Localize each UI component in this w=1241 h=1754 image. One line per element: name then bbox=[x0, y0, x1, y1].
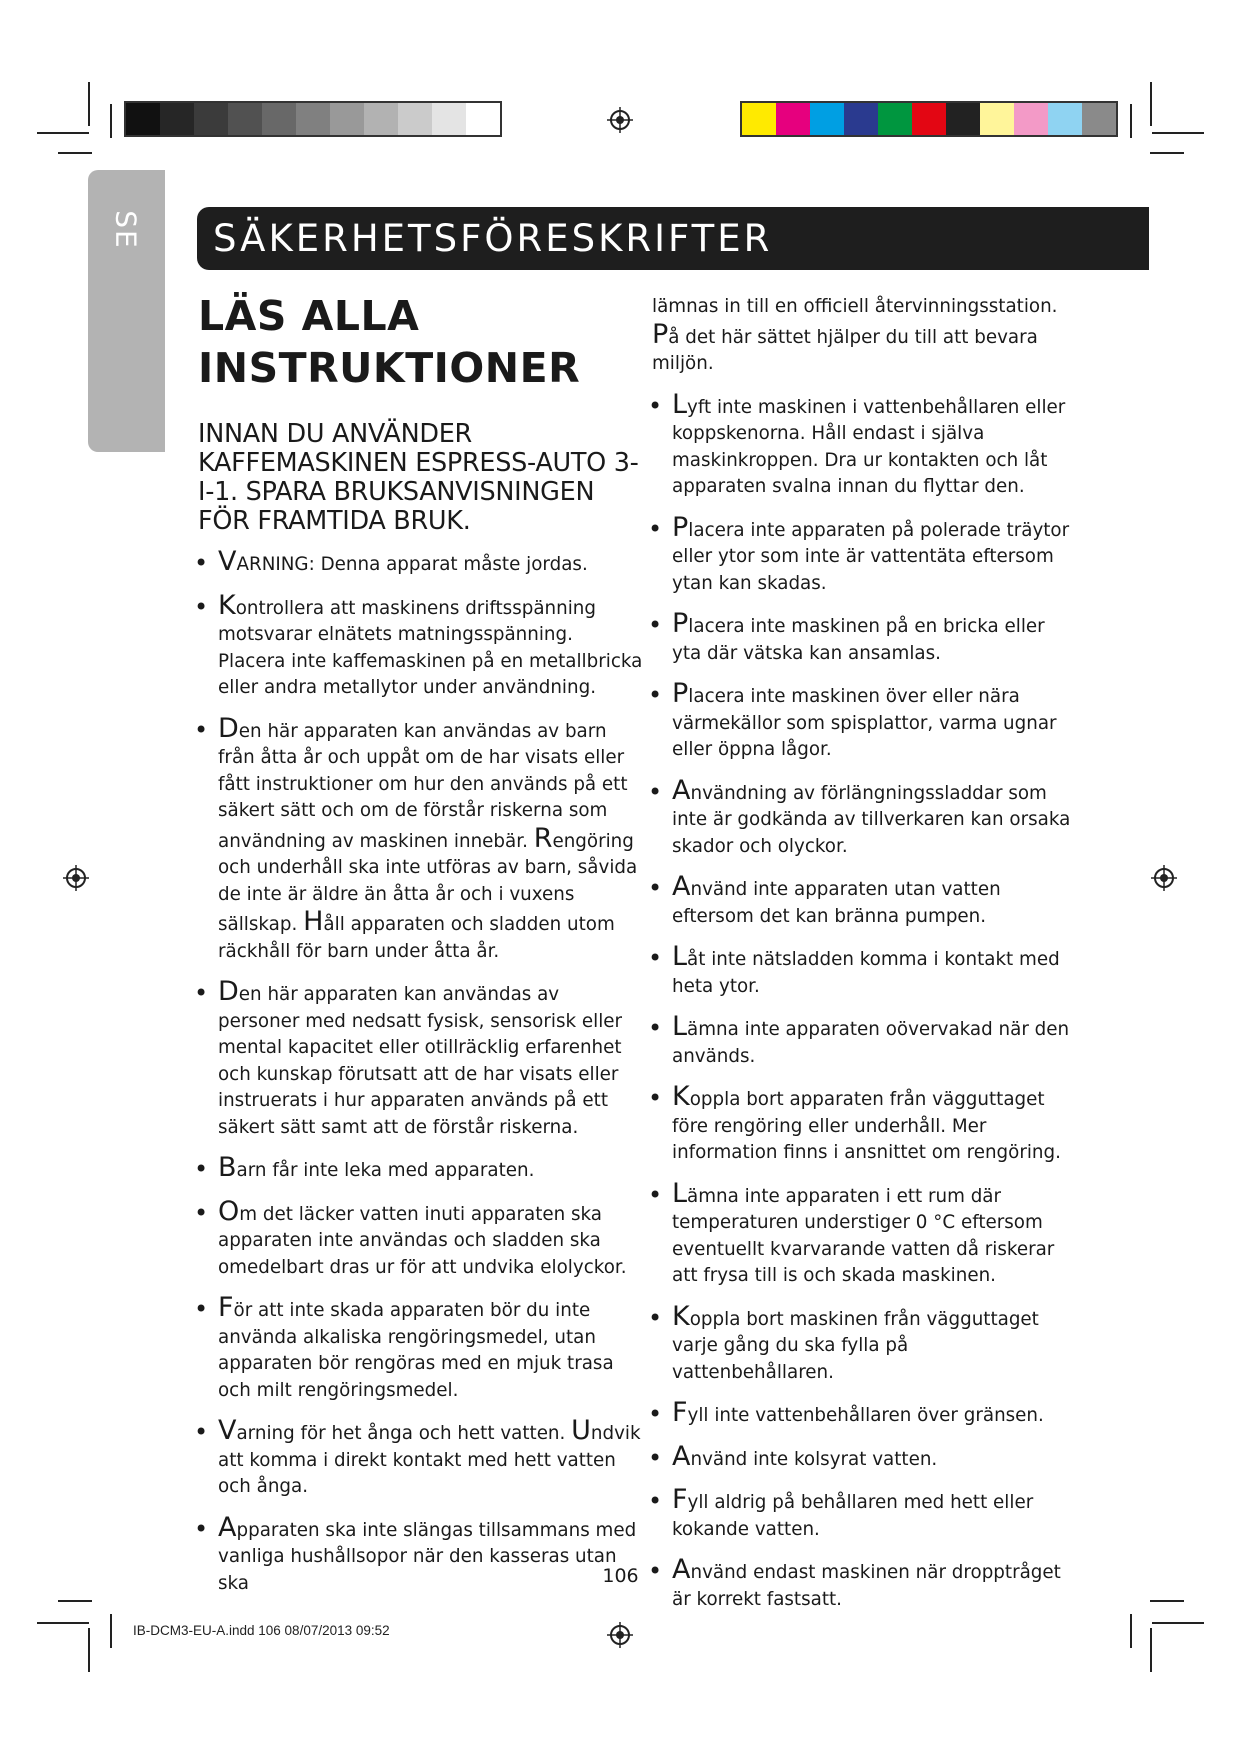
safety-item: • Placera inte apparaten på polerade träytor eller ytor som inte är vattentäta eftersom ytan kan skadas. bbox=[652, 514, 1072, 598]
language-tab-label: SE bbox=[110, 210, 143, 250]
registration-mark-icon bbox=[607, 107, 633, 133]
color-swatch bbox=[126, 103, 160, 135]
safety-item: • Lämna inte apparaten i ett rum där temperaturen understiger 0 °C eftersom eventuellt kvarvarande vatten då riskerar att frysa till is och skada maskinen. bbox=[652, 1180, 1072, 1290]
color-swatch bbox=[878, 103, 912, 135]
color-swatch bbox=[466, 103, 500, 135]
color-swatch bbox=[742, 103, 776, 135]
safety-item: • Koppla bort maskinen från vägguttaget varje gång du ska fylla på vattenbehållaren. bbox=[652, 1303, 1072, 1387]
right-column bbox=[652, 294, 1072, 1626]
safety-list-left bbox=[198, 548, 646, 1597]
crop-mark bbox=[1150, 1600, 1184, 1602]
registration-mark-icon bbox=[63, 865, 89, 891]
color-swatch bbox=[160, 103, 194, 135]
crop-mark bbox=[1150, 82, 1152, 126]
footer-file-info: IB-DCM3-EU-A.indd 106 08/07/2013 09:52 bbox=[133, 1623, 390, 1638]
safety-item: • Varning för het ånga och hett vatten. Undvik att komma i direkt kontakt med hett vatten och ånga. bbox=[198, 1417, 646, 1501]
color-swatch bbox=[228, 103, 262, 135]
color-swatch bbox=[912, 103, 946, 135]
safety-item: • Låt inte nätsladden komma i kontakt med heta ytor. bbox=[652, 943, 1072, 1000]
color-swatch bbox=[330, 103, 364, 135]
color-swatch bbox=[980, 103, 1014, 135]
color-swatch bbox=[364, 103, 398, 135]
crop-mark bbox=[110, 1614, 112, 1648]
section-title: SÄKERHETSFÖRESKRIFTER bbox=[213, 217, 773, 260]
safety-item: • Kontrollera att maskinens driftsspänning motsvarar elnätets matningsspänning. Placera inte kaffemaskinen på en metallbricka eller andra metallytor under användning. bbox=[198, 592, 646, 702]
color-swatch bbox=[1014, 103, 1048, 135]
crop-mark bbox=[58, 152, 92, 154]
section-header bbox=[197, 207, 1149, 270]
safety-item: • Använd endast maskinen när dropptråget är korrekt fastsatt. bbox=[652, 1556, 1072, 1613]
color-swatch bbox=[776, 103, 810, 135]
color-swatch bbox=[296, 103, 330, 135]
color-swatch bbox=[432, 103, 466, 135]
safety-item: • Placera inte maskinen över eller nära värmekällor som spisplattor, varma ugnar eller öppna lågor. bbox=[652, 680, 1072, 764]
registration-mark-icon bbox=[607, 1622, 633, 1648]
color-swatch bbox=[844, 103, 878, 135]
page-subtitle: INNAN DU ANVÄNDER KAFFEMASKINEN ESPRESS-AUTO 3-I-1. SPARA BRUKSANVISNINGEN FÖR FRAMTIDA BRUK. bbox=[198, 419, 639, 536]
process-color-bar bbox=[740, 101, 1118, 137]
crop-mark bbox=[58, 1600, 92, 1602]
crop-mark bbox=[1152, 1622, 1204, 1624]
color-swatch bbox=[810, 103, 844, 135]
color-swatch bbox=[1048, 103, 1082, 135]
safety-item: • Använd inte apparaten utan vatten eftersom det kan bränna pumpen. bbox=[652, 873, 1072, 930]
safety-item: • Fyll aldrig på behållaren med hett eller kokande vatten. bbox=[652, 1486, 1072, 1543]
continued-text: lämnas in till en officiell återvinningsstation. På det här sättet hjälper du till att bevara miljön. bbox=[652, 296, 1058, 374]
crop-mark bbox=[37, 132, 89, 134]
crop-mark bbox=[1150, 1628, 1152, 1672]
safety-item: • Barn får inte leka med apparaten. bbox=[198, 1154, 646, 1185]
crop-mark bbox=[1150, 152, 1184, 154]
color-swatch bbox=[194, 103, 228, 135]
grayscale-color-bar bbox=[124, 101, 502, 137]
safety-list-right bbox=[652, 388, 1072, 1614]
crop-mark bbox=[88, 82, 90, 126]
color-swatch bbox=[262, 103, 296, 135]
language-tab bbox=[88, 170, 165, 452]
crop-mark bbox=[1130, 1614, 1132, 1648]
crop-mark bbox=[1152, 132, 1204, 134]
color-swatch bbox=[1082, 103, 1116, 135]
color-swatch bbox=[946, 103, 980, 135]
safety-item: • Fyll inte vattenbehållaren över gränsen. bbox=[652, 1399, 1072, 1430]
crop-mark bbox=[88, 1628, 90, 1672]
safety-item: • Använd inte kolsyrat vatten. bbox=[652, 1443, 1072, 1474]
safety-item: • Den här apparaten kan användas av barn från åtta år och uppåt om de har visats eller fått instruktioner om hur den används på ett säkert sätt och om de förstår riskerna som användning av maskinen innebär. Rengöring och underhåll ska inte utföras av barn, såvida de inte är äldre än åtta år och i vuxens sällskap. Håll apparaten och sladden utom räckhåll för barn under åtta år. bbox=[198, 715, 646, 966]
page-title: LÄS ALLA INSTRUKTIONER bbox=[198, 292, 581, 392]
safety-item: • Koppla bort apparaten från vägguttaget före rengöring eller underhåll. Mer information finns i ansnittet om rengöring. bbox=[652, 1083, 1072, 1167]
safety-item: • Lyft inte maskinen i vattenbehållaren eller koppskenorna. Håll endast i själva maskinkroppen. Dra ur kontakten och låt apparaten svalna innan du flyttar den. bbox=[652, 391, 1072, 501]
safety-item: • Om det läcker vatten inuti apparaten ska apparaten inte användas och sladden ska omedelbart dras ur för att undvika elolyckor. bbox=[198, 1198, 646, 1282]
safety-item: • Lämna inte apparaten oövervakad när den används. bbox=[652, 1013, 1072, 1070]
color-swatch bbox=[398, 103, 432, 135]
safety-item: • VARNING: Denna apparat måste jordas. bbox=[198, 548, 646, 579]
crop-mark bbox=[110, 104, 112, 138]
safety-item: • Placera inte maskinen på en bricka eller yta där vätska kan ansamlas. bbox=[652, 610, 1072, 667]
page-number: 106 bbox=[602, 1565, 639, 1587]
crop-mark bbox=[1130, 104, 1132, 138]
safety-item: • Användning av förlängningssladdar som inte är godkända av tillverkaren kan orsaka skador och olyckor. bbox=[652, 777, 1072, 861]
safety-item: • Apparaten ska inte slängas tillsammans med vanliga hushållsopor när den kasseras utan ska bbox=[198, 1514, 646, 1598]
crop-mark bbox=[37, 1622, 89, 1624]
safety-item: • För att inte skada apparaten bör du inte använda alkaliska rengöringsmedel, utan apparaten bör rengöras med en mjuk trasa och milt rengöringsmedel. bbox=[198, 1294, 646, 1404]
left-column bbox=[198, 290, 646, 1610]
safety-item: • Den här apparaten kan användas av personer med nedsatt fysisk, sensorisk eller mental kapacitet eller otillräcklig erfarenhet och kunskap förutsatt att de har visats eller instruerats i hur apparaten används på ett säkert sätt samt att de förstår riskerna. bbox=[198, 978, 646, 1141]
registration-mark-icon bbox=[1151, 865, 1177, 891]
